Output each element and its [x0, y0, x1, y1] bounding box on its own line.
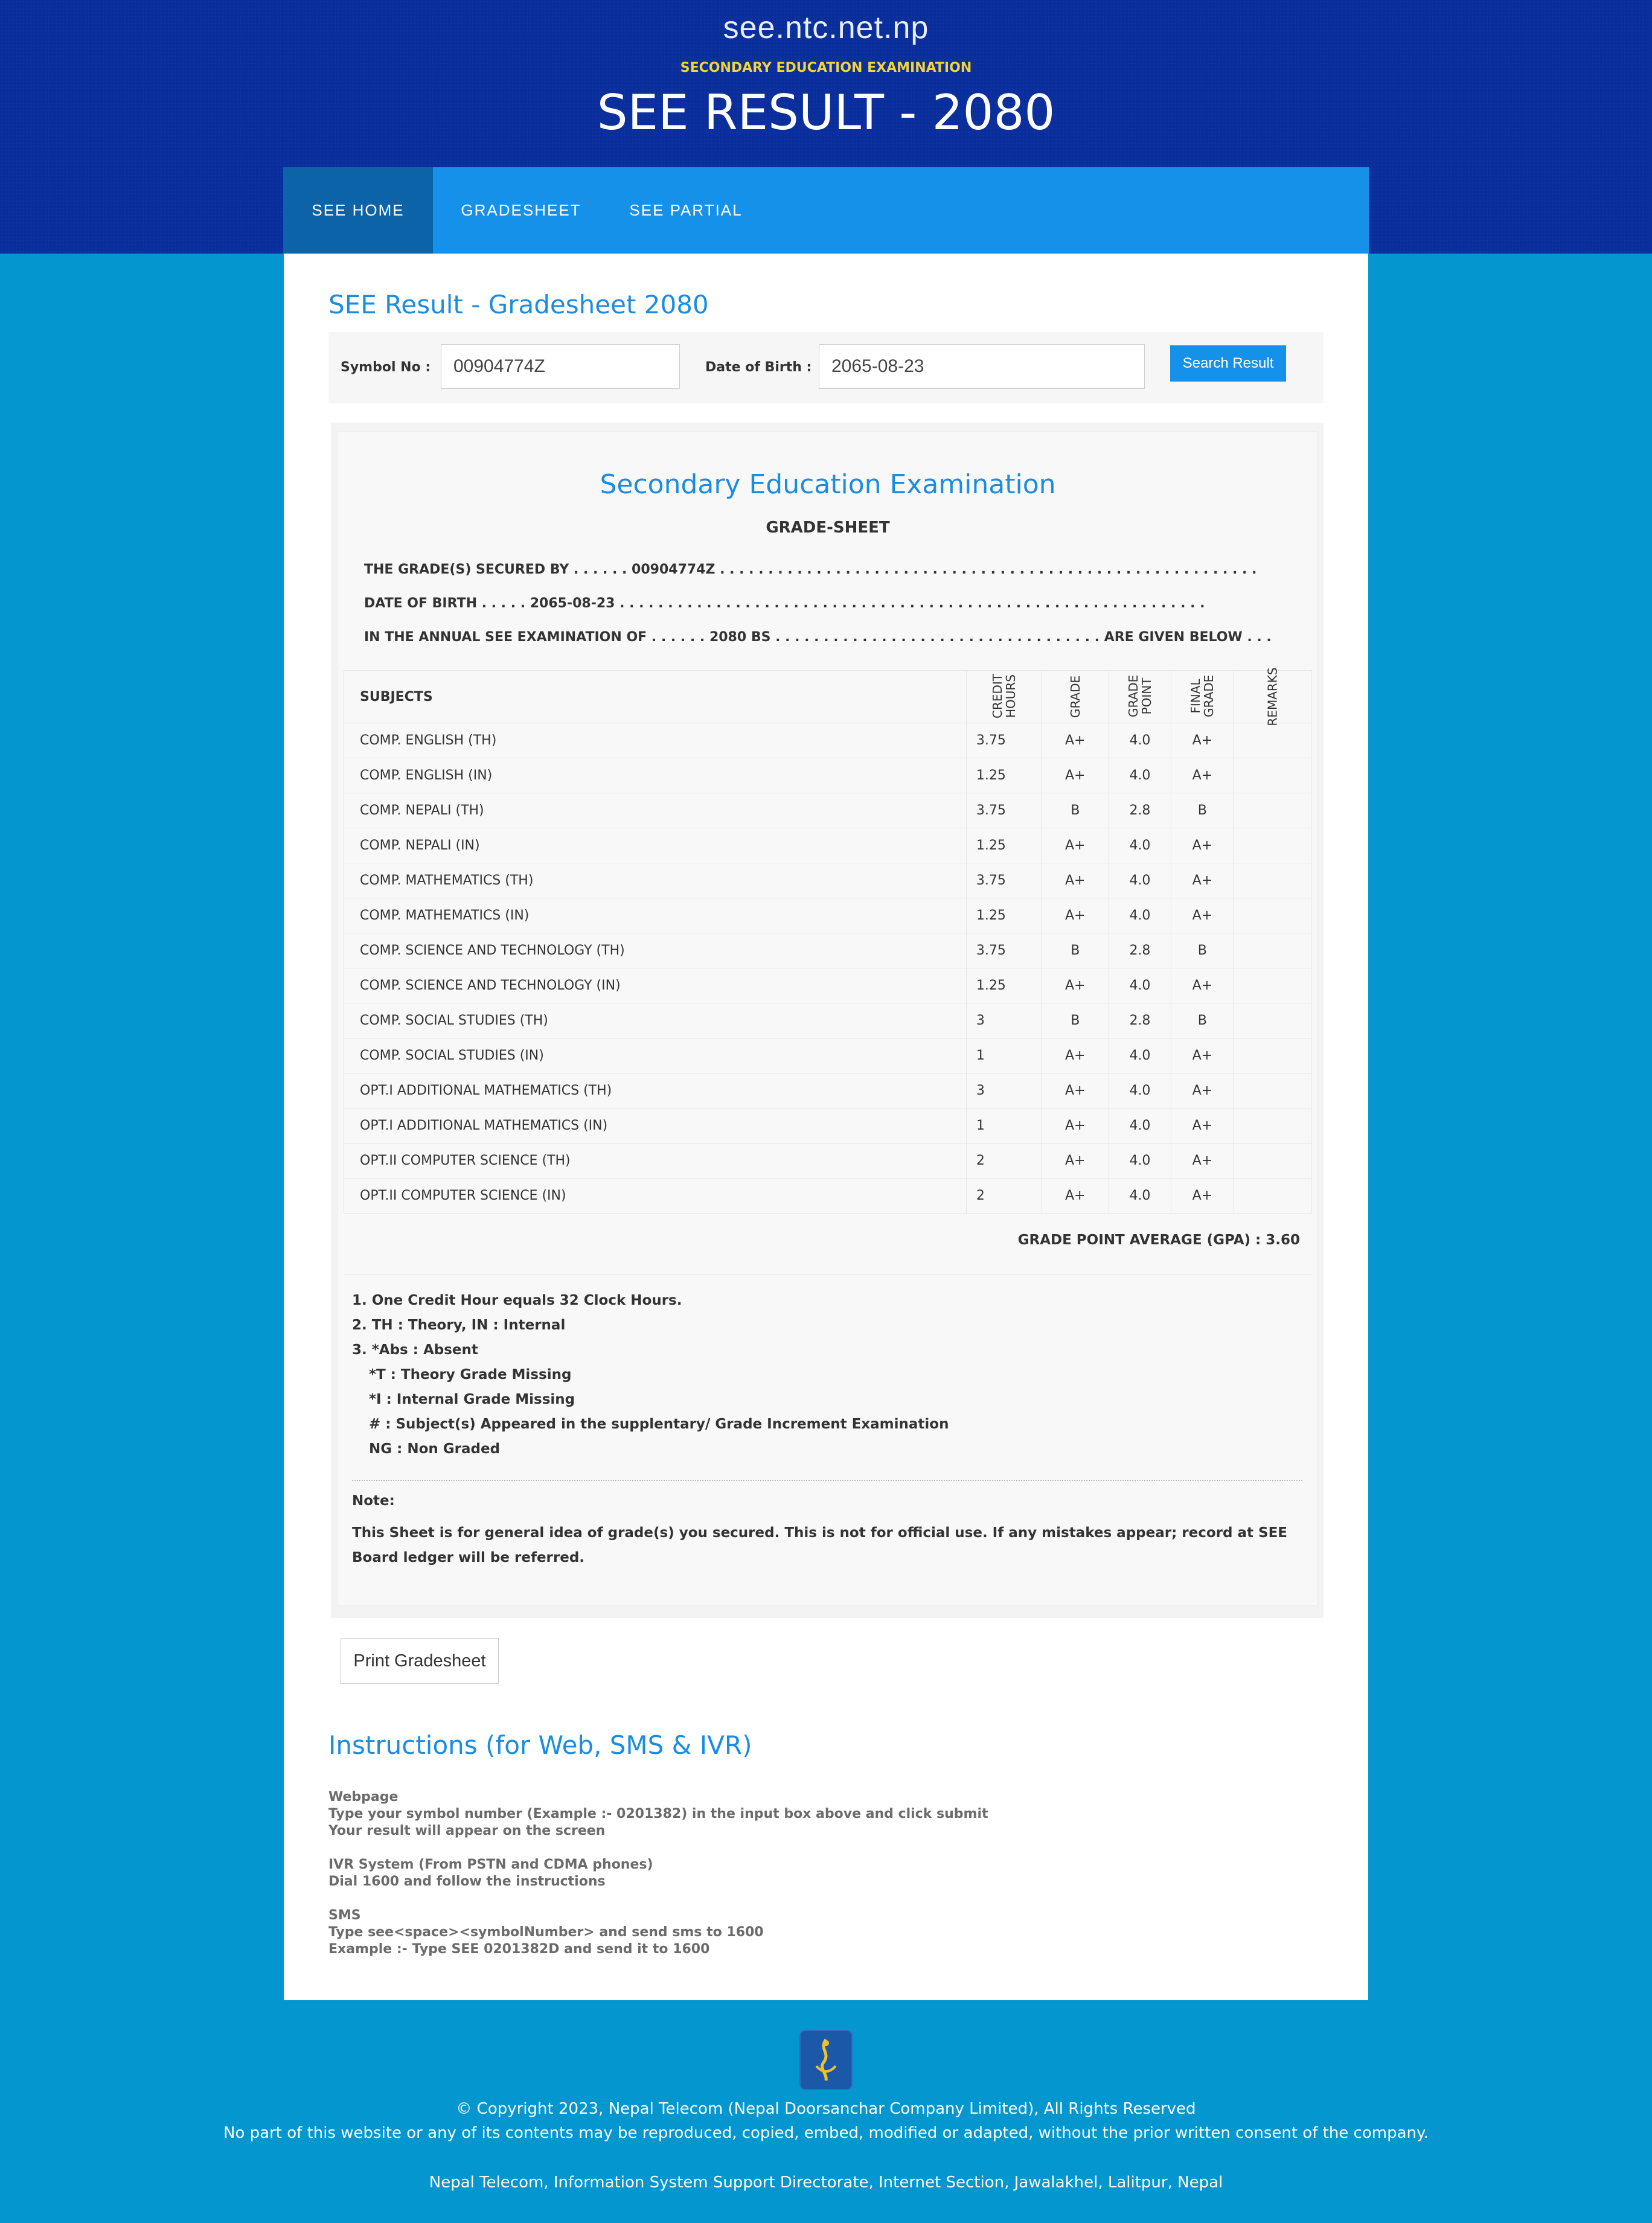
instruction-line: Example :- Type SEE 0201382D and send it to 1600: [328, 1942, 710, 1957]
header-final-grade-text: FINAL GRADE: [1188, 674, 1217, 717]
grade-point-cell: 4.0: [1109, 863, 1171, 898]
search-form: [328, 332, 1324, 403]
grade-cell: A+: [1042, 723, 1109, 758]
footer-notice: No part of this website or any of its contents may be reproduced, copied, embed, modified or adapted, without the prior written consent of the company.: [223, 2124, 1429, 2142]
subject-cell: COMP. MATHEMATICS (TH): [344, 863, 967, 898]
table-row: [344, 1179, 1312, 1214]
remarks-cell: [1234, 1038, 1312, 1073]
grade-cell: A+: [1042, 828, 1109, 863]
dob-label: Date of Birth :: [705, 360, 812, 375]
grade-point-cell: 4.0: [1109, 828, 1171, 863]
remarks-cell: [1234, 828, 1312, 863]
remarks-cell: [1234, 1108, 1312, 1143]
legend-item: 1. One Credit Hour equals 32 Clock Hours.: [352, 1293, 682, 1308]
note-label: Note:: [352, 1493, 395, 1509]
final-grade-cell: A+: [1171, 1108, 1234, 1143]
remarks-cell: [1234, 863, 1312, 898]
instruction-line: Type see<space><symbolNumber> and send sms to 1600: [328, 1925, 764, 1940]
header-remarks: [1234, 667, 1312, 726]
subject-cell: OPT.I ADDITIONAL MATHEMATICS (TH): [344, 1073, 967, 1108]
gradesheet: [337, 431, 1317, 1606]
remarks-cell: [1234, 1143, 1312, 1179]
legend-item: # : Subject(s) Appeared in the supplentary/ Grade Increment Examination: [369, 1416, 949, 1432]
credit-cell: 1: [966, 1038, 1042, 1073]
grade-cell: A+: [1042, 898, 1109, 933]
header-grade-text: GRADE: [1068, 675, 1083, 718]
remarks-cell: [1234, 933, 1312, 968]
grade-cell: B: [1042, 793, 1109, 828]
result-title: SEE RESULT - 2080: [597, 85, 1055, 141]
legend-item: 3. *Abs : Absent: [352, 1342, 478, 1358]
subject-cell: OPT.II COMPUTER SCIENCE (TH): [344, 1143, 967, 1179]
grade-point-cell: 4.0: [1109, 1143, 1171, 1179]
final-grade-cell: A+: [1171, 863, 1234, 898]
table-row: [344, 933, 1312, 968]
dob-line: DATE OF BIRTH . . . . . 2065-08-23 . . . . . . . . . . . . . . . . . . . . . . . . . . . . . . . . . . . . . . . . . . . . . . . . . . . . . . . . . . . . .: [364, 596, 1205, 611]
credit-cell: 3: [966, 1003, 1042, 1038]
legend-item: 2. TH : Theory, IN : Internal: [352, 1317, 566, 1333]
print-gradesheet-button[interactable]: Print Gradesheet: [341, 1638, 499, 1684]
instruction-line: Type your symbol number (Example :- 0201382) in the input box above and click submit: [328, 1806, 988, 1822]
symbol-label: Symbol No :: [341, 360, 431, 375]
table-row: [344, 898, 1312, 933]
final-grade-cell: B: [1171, 793, 1234, 828]
instruction-line: IVR System (From PSTN and CDMA phones): [328, 1857, 653, 1872]
note-text: This Sheet is for general idea of grade(s) you secured. This is not for official use. If any mistakes appear; record at SEE Board ledger will be referred.: [352, 1525, 1287, 1566]
nav-see-partial[interactable]: SEE PARTIAL: [629, 201, 743, 219]
legend-item: *I : Internal Grade Missing: [369, 1392, 575, 1407]
header-grade-point-text: GRADE POINT: [1125, 674, 1154, 717]
final-grade-cell: A+: [1171, 828, 1234, 863]
subject-cell: COMP. MATHEMATICS (IN): [344, 898, 967, 933]
grade-point-cell: 2.8: [1109, 793, 1171, 828]
instructions-heading: Instructions (for Web, SMS & IVR): [328, 1730, 752, 1760]
table-row: [344, 1003, 1312, 1038]
table-row: [344, 863, 1312, 898]
table-row: [344, 723, 1312, 758]
header-subjects: SUBJECTS: [344, 671, 967, 723]
header-grade-point: [1109, 671, 1171, 723]
remarks-cell: [1234, 968, 1312, 1003]
final-grade-cell: A+: [1171, 968, 1234, 1003]
grade-point-cell: 2.8: [1109, 1003, 1171, 1038]
footer-address: Nepal Telecom, Information System Support Directorate, Internet Section, Jawalakhel, Lalitpur, Nepal: [429, 2173, 1223, 2192]
table-row: [344, 1038, 1312, 1073]
credit-cell: 1.25: [966, 968, 1042, 1003]
site-domain: see.ntc.net.np: [723, 10, 929, 45]
grade-cell: A+: [1042, 1179, 1109, 1214]
credit-cell: 2: [966, 1143, 1042, 1179]
grade-point-cell: 4.0: [1109, 1073, 1171, 1108]
header-final-grade: [1171, 671, 1234, 723]
subject-cell: COMP. SCIENCE AND TECHNOLOGY (TH): [344, 933, 967, 968]
logo-graphic: [801, 2031, 851, 2089]
remarks-cell: [1234, 1179, 1312, 1214]
subject-cell: COMP. ENGLISH (IN): [344, 758, 967, 793]
gradesheet-container: [331, 423, 1324, 1618]
credit-cell: 2: [966, 1179, 1042, 1214]
credit-cell: 1.25: [966, 898, 1042, 933]
grade-cell: B: [1042, 933, 1109, 968]
final-grade-cell: B: [1171, 933, 1234, 968]
page-title: SEE Result - Gradesheet 2080: [328, 290, 709, 319]
header-credit-hours-text: CREDIT HOURS: [990, 674, 1018, 719]
grade-cell: A+: [1042, 1108, 1109, 1143]
instruction-line: Dial 1600 and follow the instructions: [328, 1874, 606, 1889]
footer-copyright: © Copyright 2023, Nepal Telecom (Nepal Doorsanchar Company Limited), All Rights Reserved: [456, 2100, 1196, 2118]
instruction-line: Webpage: [328, 1790, 399, 1805]
subject-cell: OPT.II COMPUTER SCIENCE (IN): [344, 1179, 967, 1214]
credit-cell: 1.25: [966, 828, 1042, 863]
symbol-input[interactable]: [441, 344, 680, 389]
grades-table: [344, 667, 1312, 1214]
table-row: [344, 758, 1312, 793]
grade-cell: A+: [1042, 863, 1109, 898]
credit-cell: 3.75: [966, 723, 1042, 758]
table-row: [344, 1143, 1312, 1179]
gpa-value: GRADE POINT AVERAGE (GPA) : 3.60: [1017, 1232, 1300, 1248]
grade-point-cell: 4.0: [1109, 968, 1171, 1003]
note-divider: [352, 1480, 1302, 1481]
final-grade-cell: A+: [1171, 758, 1234, 793]
final-grade-cell: A+: [1171, 898, 1234, 933]
grade-point-cell: 4.0: [1109, 723, 1171, 758]
grade-cell: B: [1042, 1003, 1109, 1038]
table-row: [344, 828, 1312, 863]
credit-cell: 1: [966, 1108, 1042, 1143]
final-grade-cell: A+: [1171, 1038, 1234, 1073]
search-result-button[interactable]: Search Result: [1170, 345, 1286, 382]
grade-point-cell: 4.0: [1109, 1038, 1171, 1073]
grade-cell: A+: [1042, 1143, 1109, 1179]
remarks-cell: [1234, 723, 1312, 758]
subject-cell: COMP. SOCIAL STUDIES (TH): [344, 1003, 967, 1038]
table-row: [344, 1073, 1312, 1108]
credit-cell: 3.75: [966, 863, 1042, 898]
grade-cell: A+: [1042, 758, 1109, 793]
credit-cell: 1.25: [966, 758, 1042, 793]
subject-cell: COMP. SCIENCE AND TECHNOLOGY (IN): [344, 968, 967, 1003]
subject-cell: COMP. NEPALI (TH): [344, 793, 967, 828]
grade-cell: A+: [1042, 1038, 1109, 1073]
remarks-cell: [1234, 1003, 1312, 1038]
remarks-cell: [1234, 898, 1312, 933]
subject-cell: COMP. NEPALI (IN): [344, 828, 967, 863]
subject-cell: COMP. SOCIAL STUDIES (IN): [344, 1038, 967, 1073]
grade-point-cell: 4.0: [1109, 1108, 1171, 1143]
final-grade-cell: B: [1171, 1003, 1234, 1038]
subject-cell: OPT.I ADDITIONAL MATHEMATICS (IN): [344, 1108, 967, 1143]
grade-point-cell: 4.0: [1109, 1179, 1171, 1214]
table-row: [344, 1108, 1312, 1143]
grade-point-cell: 2.8: [1109, 933, 1171, 968]
exam-line: IN THE ANNUAL SEE EXAMINATION OF . . . . . . 2080 BS . . . . . . . . . . . . . . . . . . . . . . . . . . . . . . . . . . ARE GIVEN BELOW . . .: [364, 630, 1272, 645]
instruction-line: SMS: [328, 1908, 361, 1923]
grade-cell: A+: [1042, 1073, 1109, 1108]
grade-point-cell: 4.0: [1109, 758, 1171, 793]
credit-cell: 3: [966, 1073, 1042, 1108]
sheet-title: Secondary Education Examination: [600, 469, 1056, 500]
grades-table-body: [344, 723, 1312, 1214]
exam-subtitle: SECONDARY EDUCATION EXAMINATION: [680, 60, 972, 75]
final-grade-cell: A+: [1171, 723, 1234, 758]
subject-cell: COMP. ENGLISH (TH): [344, 723, 967, 758]
table-header-row: [344, 671, 1312, 723]
grade-point-cell: 4.0: [1109, 898, 1171, 933]
legend-item: *T : Theory Grade Missing: [369, 1367, 572, 1383]
final-grade-cell: A+: [1171, 1073, 1234, 1108]
secured-by-line: THE GRADE(S) SECURED BY . . . . . . 00904774Z . . . . . . . . . . . . . . . . . . . . . . . . . . . . . . . . . . . . . . . . . . . . . . . . . . . . . . . .: [364, 562, 1257, 577]
main-content: [284, 254, 1368, 2000]
grade-cell: A+: [1042, 968, 1109, 1003]
credit-cell: 3.75: [966, 933, 1042, 968]
dob-input[interactable]: [819, 344, 1145, 389]
remarks-cell: [1234, 758, 1312, 793]
header-remarks-text: REMARKS: [1265, 667, 1280, 726]
main-nav: [283, 167, 1369, 254]
nav-gradesheet[interactable]: GRADESHEET: [461, 201, 581, 219]
remarks-cell: [1234, 793, 1312, 828]
instruction-line: Your result will appear on the screen: [328, 1823, 606, 1838]
legend-item: NG : Non Graded: [369, 1441, 501, 1457]
header-grade: [1042, 671, 1109, 723]
nepal-telecom-logo-icon: [799, 2030, 853, 2090]
table-row: [344, 793, 1312, 828]
final-grade-cell: A+: [1171, 1179, 1234, 1214]
final-grade-cell: A+: [1171, 1143, 1234, 1179]
sheet-subtitle: GRADE-SHEET: [766, 519, 890, 537]
header-credit-hours: [966, 671, 1042, 723]
remarks-cell: [1234, 1073, 1312, 1108]
nav-see-home[interactable]: SEE HOME: [283, 167, 433, 254]
table-row: [344, 968, 1312, 1003]
credit-cell: 3.75: [966, 793, 1042, 828]
legend: [344, 1274, 1312, 1579]
